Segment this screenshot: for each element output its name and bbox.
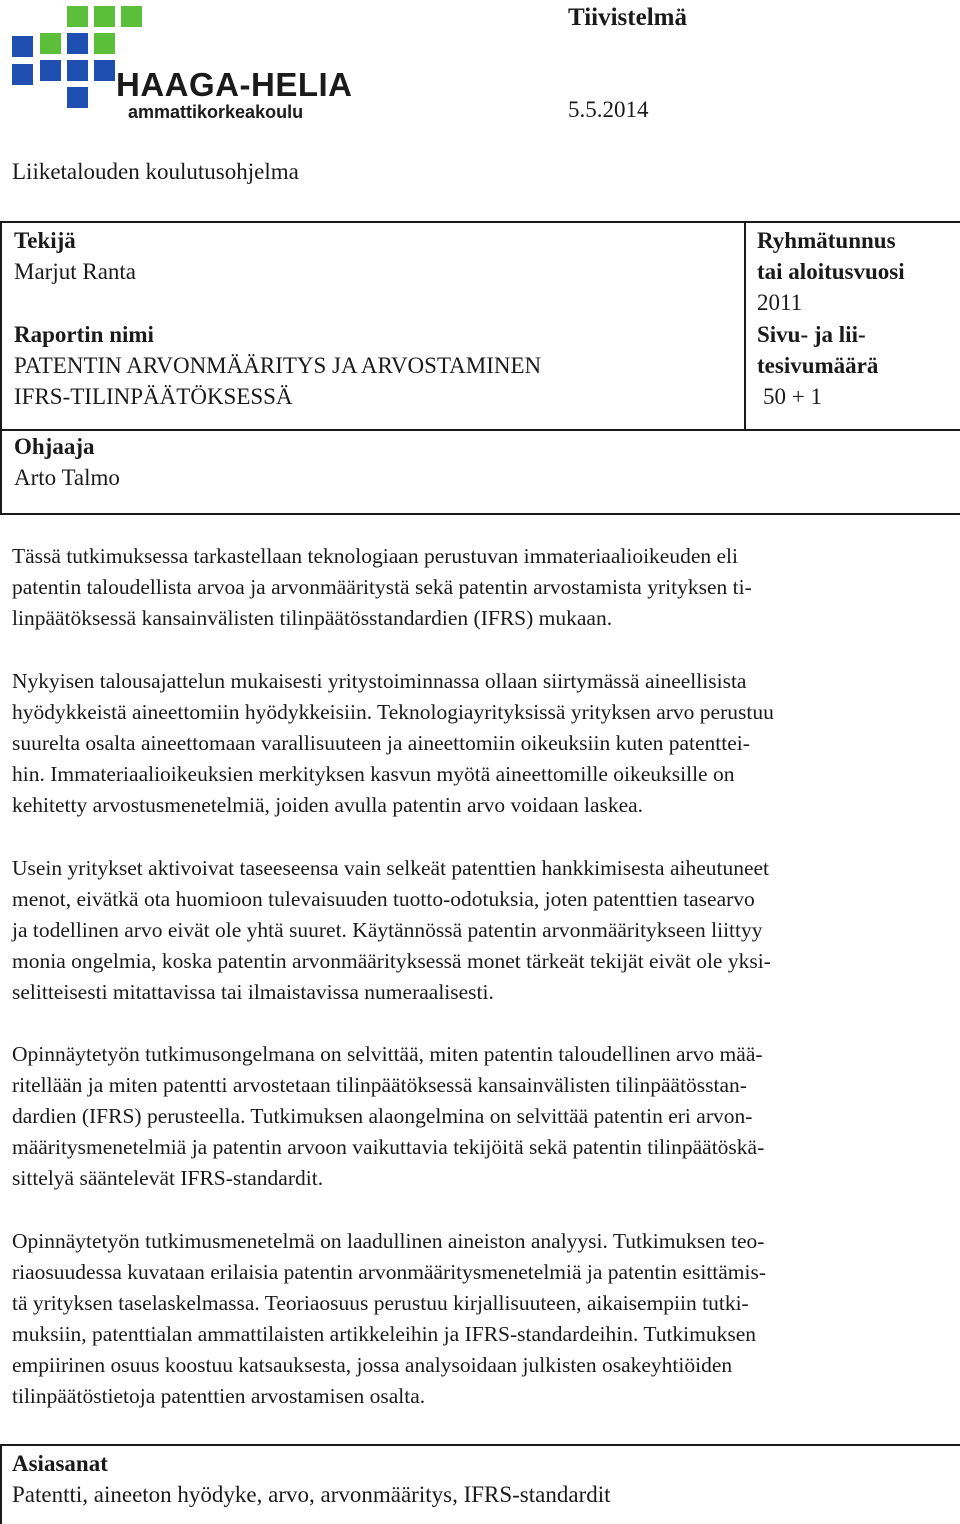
logo-square xyxy=(121,6,142,27)
author-label: Tekijä xyxy=(14,228,76,253)
text-line: Tässä tutkimuksessa tarkastellaan teknologiaan perustuvan immateriaalioikeuden eli xyxy=(12,544,738,568)
text-line: selitteisesti mitattavissa tai ilmaistavissa numeraalisesti. xyxy=(12,980,494,1004)
logo-wordmark: HAAGA-HELIA xyxy=(116,66,353,103)
degree-program: Liiketalouden koulutusohjelma xyxy=(12,159,299,184)
report-title-line: PATENTIN ARVONMÄÄRITYS JA ARVOSTAMINEN xyxy=(14,353,542,378)
pages-value: 50 + 1 xyxy=(763,384,822,409)
haaga-helia-logo xyxy=(12,6,353,126)
logo-square xyxy=(67,87,88,108)
text-line: Nykyisen talousajattelun mukaisesti yritystoiminnassa ollaan siirtymässä aineellisista xyxy=(12,669,747,693)
group-label: tai aloitusvuosi xyxy=(757,259,905,284)
group-value: 2011 xyxy=(757,290,803,315)
pages-label: tesivumäärä xyxy=(757,353,879,378)
text-line: hin. Immateriaalioikeuksien merkityksen kasvun myötä aineettomille oikeuksille on xyxy=(12,762,735,786)
text-line: riaosuudessa kuvataan erilaisia patentin arvonmääritysmenetelmiä ja patentin esittämis- xyxy=(12,1260,767,1284)
abstract-paragraph xyxy=(12,666,948,821)
document-type: Tiivistelmä xyxy=(568,4,687,31)
text-line: määritysmenetelmiä ja patentin arvoon vaikuttavia tekijöitä sekä patentin tilinpäätöskä- xyxy=(12,1135,765,1159)
text-line: menot, eivätkä ota huomioon tulevaisuuden tuotto-odotuksia, joten patenttien tasearvo xyxy=(12,887,755,911)
text-line: ritellään ja miten patentti arvostetaan tilinpäätöksessä kansainvälisten tilinpäätösstan- xyxy=(12,1073,747,1097)
logo-square xyxy=(67,6,88,27)
supervisor-block xyxy=(14,431,120,493)
text-line: sittelyä sääntelevät IFRS-standardit. xyxy=(12,1166,324,1190)
keywords-value: Patentti, aineeton hyödyke, arvo, arvonmääritys, IFRS-standardit xyxy=(12,1482,611,1507)
report-title-line: IFRS-TILINPÄÄTÖKSESSÄ xyxy=(14,384,293,409)
text-line: muksiin, patenttialan ammattilaisten artikkeleihin ja IFRS-standardeihin. Tutkimuksen xyxy=(12,1322,757,1346)
logo-square xyxy=(67,33,88,54)
text-line: hyödykkeistä aineettomiin hyödykkeisiin. Teknologiayrityksissä yrityksen arvo perustuu xyxy=(12,700,774,724)
text-line: monia ongelmia, koska patentin arvonmäärityksessä monet tärkeät tekijät eivät ole yksi- xyxy=(12,949,771,973)
author-value: Marjut Ranta xyxy=(14,259,136,284)
logo-square xyxy=(40,60,61,81)
document-date: 5.5.2014 xyxy=(568,97,649,122)
abstract-paragraph xyxy=(12,1039,948,1194)
text-line: tä yrityksen taselaskelmassa. Teoriaosuus perustuu kirjallisuuteen, aikaisempiin tutki- xyxy=(12,1291,749,1315)
text-line: ja todellinen arvo eivät ole yhtä suuret. Käytännössä patentin arvonmääritykseen liittyy xyxy=(12,918,763,942)
logo-subtitle: ammattikorkeakoulu xyxy=(128,102,304,122)
keywords-label: Asiasanat xyxy=(12,1451,108,1476)
keywords-box xyxy=(0,1444,960,1524)
pages-block xyxy=(757,319,878,412)
text-line: dardien (IFRS) perusteella. Tutkimuksen alaongelmina on selvittää patentin eri arvon- xyxy=(12,1104,753,1128)
text-line: suurelta osalta aineettomaan varallisuuteen ja aineettomiin oikeuksiin kuten patenttei- xyxy=(12,731,750,755)
logo-square xyxy=(94,60,115,81)
abstract-paragraph xyxy=(12,541,948,634)
text-line: tilinpäätöstietoja patenttien arvostamisen osalta. xyxy=(12,1384,426,1408)
text-line: empiirinen osuus koostuu katsauksesta, jossa analysoidaan julkisten osakeyhtiöiden xyxy=(12,1353,733,1377)
logo-square xyxy=(94,33,115,54)
text-line: Opinnäytetyön tutkimusmenetelmä on laadullinen aineiston analyysi. Tutkimuksen teo- xyxy=(12,1229,765,1253)
logo-square xyxy=(12,64,33,85)
supervisor-value: Arto Talmo xyxy=(14,465,120,490)
pages-label: Sivu- ja lii- xyxy=(757,322,866,347)
group-label: Ryhmätunnus xyxy=(757,228,896,253)
text-line: linpäätöksessä kansainvälisten tilinpäätösstandardien (IFRS) mukaan. xyxy=(12,606,613,630)
keywords-block xyxy=(12,1448,611,1510)
author-block xyxy=(14,225,136,287)
group-block xyxy=(757,225,905,318)
report-block xyxy=(14,319,541,412)
supervisor-label: Ohjaaja xyxy=(14,434,95,459)
abstract-paragraph xyxy=(12,1226,948,1412)
info-table xyxy=(0,221,960,515)
info-right-cell xyxy=(744,223,960,431)
logo-square xyxy=(94,6,115,27)
logo-square xyxy=(12,36,33,57)
logo-square xyxy=(40,33,61,54)
report-label: Raportin nimi xyxy=(14,322,154,347)
text-line: Usein yritykset aktivoivat taseeseensa vain selkeät patenttien hankkimisesta aiheutuneet xyxy=(12,856,770,880)
text-line: Opinnäytetyön tutkimusongelmana on selvittää, miten patentin taloudellinen arvo mää- xyxy=(12,1042,763,1066)
logo-square xyxy=(67,60,88,81)
text-line: patentin taloudellista arvoa ja arvonmääritystä sekä patentin arvostamista yrityksen ti- xyxy=(12,575,752,599)
abstract-paragraph xyxy=(12,853,948,1008)
text-line: kehitetty arvostusmenetelmiä, joiden avulla patentin arvo voidaan laskea. xyxy=(12,793,644,817)
